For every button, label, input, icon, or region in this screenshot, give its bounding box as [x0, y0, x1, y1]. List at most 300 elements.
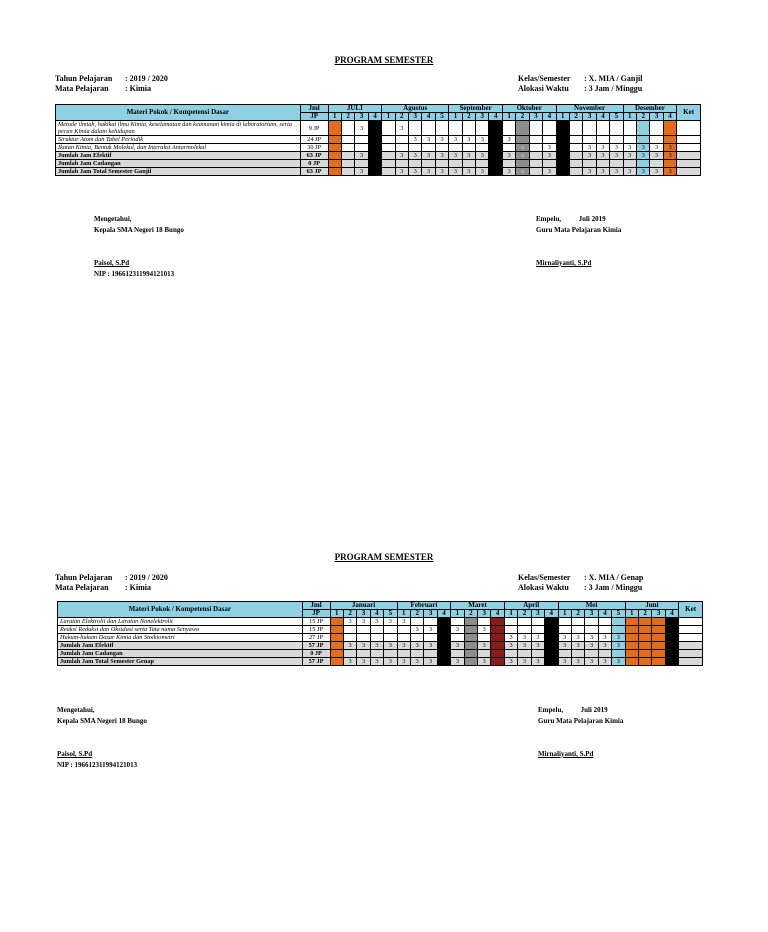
week-cell: 3 — [543, 152, 556, 160]
sum-label: Jumlah Jam Total Semester Ganjil — [56, 168, 301, 176]
week-cell — [625, 642, 638, 650]
materi-header: Materi Pokok / Kompetensi Dasar — [58, 602, 303, 618]
week-cell: 3 — [596, 168, 609, 176]
week-cell — [328, 144, 341, 152]
week-cell: 3 — [516, 168, 529, 176]
week-cell: 3 — [462, 168, 475, 176]
week-cell: 3 — [518, 634, 531, 642]
week-cell — [449, 160, 462, 168]
week-cell: 3 — [355, 121, 368, 136]
week-cell — [529, 160, 542, 168]
week-cell — [343, 634, 356, 642]
week-number: 2 — [341, 113, 354, 121]
week-cell — [531, 650, 544, 658]
week-cell: 3 — [571, 634, 584, 642]
week-cell — [569, 168, 582, 176]
week-cell: 3 — [424, 658, 437, 666]
week-cell — [663, 136, 676, 144]
week-cell — [623, 121, 636, 136]
sum-label: Jumlah Jam Cadangan — [58, 650, 303, 658]
week-cell — [518, 626, 531, 634]
week-cell — [598, 618, 611, 626]
week-cell — [585, 626, 598, 634]
week-cell — [502, 144, 515, 152]
tahun-value: : 2019 / 2020 — [125, 74, 168, 83]
week-cell — [437, 618, 450, 626]
week-cell — [435, 144, 448, 152]
week-cell — [437, 634, 450, 642]
week-number: 2 — [395, 113, 408, 121]
week-cell — [464, 618, 477, 626]
week-cell — [328, 160, 341, 168]
jp-header: JP — [300, 113, 328, 121]
week-number: 2 — [571, 610, 584, 618]
week-cell: 3 — [384, 618, 397, 626]
week-cell — [368, 160, 381, 168]
week-cell: 3 — [462, 152, 475, 160]
week-cell: 3 — [424, 642, 437, 650]
sign-left-line2: Kepala SMA Negeri 18 Bungo — [94, 226, 184, 234]
month-header: April — [504, 602, 558, 610]
week-cell: 3 — [408, 136, 421, 144]
headmaster-nip: NIP : 196612311994121013 — [94, 270, 175, 278]
sum-jp: 63 JP — [300, 168, 328, 176]
week-cell: 3 — [435, 152, 448, 160]
week-cell — [558, 650, 571, 658]
week-cell — [384, 634, 397, 642]
week-cell — [529, 144, 542, 152]
week-cell — [408, 121, 421, 136]
week-cell — [449, 121, 462, 136]
week-cell: 3 — [585, 642, 598, 650]
week-cell: 3 — [395, 168, 408, 176]
week-cell — [397, 626, 410, 634]
week-cell: 3 — [437, 658, 450, 666]
week-cell: 3 — [437, 642, 450, 650]
week-cell — [410, 618, 423, 626]
week-cell — [638, 634, 651, 642]
week-number: 3 — [357, 610, 370, 618]
teacher-name: Mirnaliyanti, S.Pd — [536, 259, 592, 267]
jp-cell: 27 JP — [302, 634, 330, 642]
week-cell — [529, 136, 542, 144]
week-cell: 3 — [422, 152, 435, 160]
week-cell — [504, 626, 517, 634]
week-cell: 3 — [343, 658, 356, 666]
week-cell: 3 — [545, 634, 558, 642]
week-cell — [610, 136, 623, 144]
ket-cell — [677, 152, 701, 160]
week-cell: 3 — [556, 144, 569, 152]
sign-left-line2-2: Kepala SMA Negeri 18 Bungo — [57, 717, 147, 725]
week-cell: 3 — [583, 152, 596, 160]
headmaster-name-2: Paisol, S.Pd — [57, 750, 93, 758]
week-cell — [502, 160, 515, 168]
week-cell: 3 — [370, 658, 383, 666]
sign-left-line1: Mengetahui, — [94, 215, 132, 223]
week-cell: 3 — [489, 152, 502, 160]
week-cell: 3 — [437, 626, 450, 634]
week-cell: 3 — [545, 658, 558, 666]
ket-cell — [677, 168, 701, 176]
week-cell — [341, 121, 354, 136]
week-cell — [355, 144, 368, 152]
week-cell — [531, 618, 544, 626]
week-cell: 3 — [545, 642, 558, 650]
week-cell — [638, 650, 651, 658]
week-cell: 3 — [476, 168, 489, 176]
week-cell — [625, 626, 638, 634]
week-number: 4 — [437, 610, 450, 618]
week-number: 1 — [397, 610, 410, 618]
month-header: Desember — [623, 105, 677, 113]
alokasi-label: Alokasi Waktu — [518, 84, 569, 93]
week-cell: 3 — [384, 642, 397, 650]
week-cell — [623, 136, 636, 144]
sign-left — [94, 214, 184, 280]
week-cell: 3 — [504, 634, 517, 642]
week-cell: 3 — [612, 634, 625, 642]
week-cell — [650, 121, 663, 136]
week-cell: 3 — [502, 136, 515, 144]
week-cell: 3 — [357, 658, 370, 666]
sign-right-2 — [538, 705, 623, 760]
week-cell — [504, 618, 517, 626]
week-number: 1 — [558, 610, 571, 618]
sum-row — [58, 658, 703, 666]
semester-table-ganjil — [55, 104, 701, 176]
week-cell — [571, 618, 584, 626]
sum-label: Jumlah Jam Cadangan — [56, 160, 301, 168]
week-cell — [652, 634, 665, 642]
week-cell: 3 — [449, 152, 462, 160]
week-cell — [665, 634, 678, 642]
week-cell: 3 — [556, 168, 569, 176]
week-number: 4 — [545, 610, 558, 618]
week-cell — [464, 634, 477, 642]
sum-row — [56, 160, 701, 168]
week-cell: 3 — [410, 626, 423, 634]
week-number: 1 — [556, 113, 569, 121]
week-cell: 3 — [368, 168, 381, 176]
table-row — [58, 626, 703, 634]
ket-cell — [677, 144, 701, 152]
jml-header: Jml — [302, 602, 330, 610]
week-cell — [502, 121, 515, 136]
week-cell — [529, 121, 542, 136]
week-cell — [545, 618, 558, 626]
alokasi-value-2: : 3 Jam / Minggu — [584, 583, 643, 592]
week-cell — [424, 634, 437, 642]
week-cell — [476, 160, 489, 168]
week-cell: 3 — [596, 144, 609, 152]
week-cell — [637, 121, 650, 136]
week-cell: 3 — [449, 168, 462, 176]
alokasi-value: : 3 Jam / Minggu — [584, 84, 643, 93]
week-cell: 3 — [435, 168, 448, 176]
tahun-label-2: Tahun Pelajaran — [55, 573, 113, 582]
week-cell — [665, 626, 678, 634]
week-number: 3 — [478, 610, 491, 618]
week-cell — [612, 626, 625, 634]
month-header: Maret — [451, 602, 505, 610]
week-cell: 3 — [384, 658, 397, 666]
meta-right-2 — [518, 573, 643, 593]
week-cell — [408, 160, 421, 168]
week-cell: 3 — [408, 168, 421, 176]
week-cell: 3 — [650, 144, 663, 152]
week-cell — [382, 160, 395, 168]
sum-row — [58, 642, 703, 650]
week-cell — [625, 658, 638, 666]
week-cell — [357, 650, 370, 658]
week-cell — [665, 618, 678, 626]
sum-row — [56, 152, 701, 160]
week-cell: 3 — [663, 152, 676, 160]
week-cell — [491, 626, 504, 634]
week-cell — [330, 642, 343, 650]
week-cell — [424, 650, 437, 658]
week-number: 2 — [638, 610, 651, 618]
week-cell — [328, 168, 341, 176]
week-cell — [518, 650, 531, 658]
week-number: 2 — [637, 113, 650, 121]
month-header: Januari — [330, 602, 397, 610]
week-cell: 3 — [598, 658, 611, 666]
week-cell — [395, 144, 408, 152]
week-cell: 3 — [343, 642, 356, 650]
week-cell — [422, 121, 435, 136]
alokasi-label-2: Alokasi Waktu — [518, 583, 569, 592]
week-cell — [330, 650, 343, 658]
week-cell — [462, 160, 475, 168]
week-cell: 3 — [531, 642, 544, 650]
week-cell: 3 — [489, 136, 502, 144]
headmaster-name: Paisol, S.Pd — [94, 259, 130, 267]
week-number: 3 — [476, 113, 489, 121]
week-cell — [330, 618, 343, 626]
week-cell: 3 — [558, 658, 571, 666]
week-cell: 3 — [663, 168, 676, 176]
week-cell — [625, 618, 638, 626]
week-cell — [516, 136, 529, 144]
week-number: 5 — [435, 113, 448, 121]
jp-cell: 30 JP — [300, 144, 328, 152]
page-title: PROGRAM SEMESTER — [334, 55, 434, 65]
ket-header: Ket — [677, 105, 701, 121]
jp-cell: 15 JP — [302, 618, 330, 626]
week-cell: 3 — [395, 152, 408, 160]
week-cell — [569, 144, 582, 152]
week-cell — [556, 160, 569, 168]
week-cell — [382, 144, 395, 152]
week-cell — [543, 160, 556, 168]
week-cell — [491, 642, 504, 650]
week-cell: 3 — [451, 642, 464, 650]
week-cell — [489, 144, 502, 152]
week-cell — [435, 160, 448, 168]
week-cell: 3 — [543, 144, 556, 152]
week-cell — [368, 144, 381, 152]
week-cell — [357, 626, 370, 634]
week-cell: 3 — [516, 144, 529, 152]
week-cell — [596, 136, 609, 144]
month-header: Agustus — [382, 105, 449, 113]
week-cell — [341, 160, 354, 168]
week-cell: 3 — [368, 152, 381, 160]
week-cell — [382, 168, 395, 176]
week-cell — [330, 626, 343, 634]
week-cell — [638, 642, 651, 650]
sum-row — [56, 168, 701, 176]
mapel-label: Mata Pelajaran — [55, 84, 109, 93]
week-cell: 3 — [355, 152, 368, 160]
week-cell — [583, 160, 596, 168]
week-number: 3 — [585, 610, 598, 618]
week-cell: 3 — [598, 634, 611, 642]
sum-jp: 0 JP — [302, 650, 330, 658]
table-row — [56, 136, 701, 144]
week-cell — [489, 160, 502, 168]
week-cell — [652, 658, 665, 666]
week-cell: 3 — [397, 642, 410, 650]
week-cell — [625, 650, 638, 658]
week-cell: 3 — [583, 168, 596, 176]
week-cell: 3 — [355, 168, 368, 176]
week-cell — [449, 144, 462, 152]
week-cell: 3 — [451, 658, 464, 666]
week-number: 1 — [382, 113, 395, 121]
week-cell — [571, 650, 584, 658]
week-cell: 3 — [558, 634, 571, 642]
week-cell — [531, 626, 544, 634]
week-cell: 3 — [424, 626, 437, 634]
week-cell — [529, 152, 542, 160]
month-header: JULI — [328, 105, 382, 113]
week-cell — [368, 136, 381, 144]
week-cell — [529, 168, 542, 176]
week-cell — [612, 650, 625, 658]
week-cell — [652, 626, 665, 634]
week-number: 5 — [612, 610, 625, 618]
week-cell — [545, 626, 558, 634]
week-cell — [397, 650, 410, 658]
week-cell — [370, 634, 383, 642]
week-cell: 3 — [637, 168, 650, 176]
ket-cell — [679, 658, 703, 666]
week-cell — [370, 650, 383, 658]
week-cell — [583, 121, 596, 136]
week-cell — [330, 658, 343, 666]
sign-right — [536, 214, 621, 269]
week-number: 4 — [663, 113, 676, 121]
week-cell — [543, 121, 556, 136]
week-cell — [370, 626, 383, 634]
week-cell — [464, 650, 477, 658]
week-number: 5 — [384, 610, 397, 618]
week-cell — [598, 626, 611, 634]
week-cell: 3 — [357, 618, 370, 626]
sign-right-line2-2: Guru Mata Pelajaran Kimia — [538, 717, 624, 725]
week-cell: 3 — [478, 642, 491, 650]
week-cell: 3 — [585, 658, 598, 666]
week-cell: 3 — [610, 144, 623, 152]
week-cell — [462, 144, 475, 152]
week-cell — [516, 160, 529, 168]
week-cell — [558, 618, 571, 626]
week-cell — [637, 136, 650, 144]
week-cell: 3 — [478, 626, 491, 634]
week-cell — [382, 121, 395, 136]
mapel-label-2: Mata Pelajaran — [55, 583, 109, 592]
week-cell — [410, 650, 423, 658]
week-cell — [491, 618, 504, 626]
jp-header: JP — [302, 610, 330, 618]
table-row — [58, 634, 703, 642]
ket-cell — [677, 160, 701, 168]
month-header: September — [449, 105, 503, 113]
ket-cell — [679, 642, 703, 650]
week-cell — [569, 121, 582, 136]
sign-right-line1: Empelu, Juli 2019 — [536, 215, 606, 223]
sign-right-line1-2: Empelu, Juli 2019 — [538, 706, 608, 714]
jp-cell: 15 JP — [302, 626, 330, 634]
week-cell: 3 — [476, 136, 489, 144]
week-cell — [623, 160, 636, 168]
sum-label: Jumlah Jam Efektif — [56, 152, 301, 160]
sum-row — [58, 650, 703, 658]
week-cell — [637, 160, 650, 168]
sign-left-line1-2: Mengetahui, — [57, 706, 95, 714]
week-cell — [437, 650, 450, 658]
week-cell — [610, 121, 623, 136]
month-header: Februari — [397, 602, 451, 610]
week-cell — [610, 160, 623, 168]
month-header: Juni — [625, 602, 679, 610]
ket-header: Ket — [679, 602, 703, 618]
materi-cell: Ikatan Kimia, Bentuk Molekul, dan Interaksi Antarmolekul — [56, 144, 301, 152]
week-cell — [341, 168, 354, 176]
sign-left-2 — [57, 705, 147, 771]
week-cell — [478, 650, 491, 658]
week-number: 2 — [464, 610, 477, 618]
week-cell — [585, 650, 598, 658]
week-cell — [328, 152, 341, 160]
week-cell — [556, 136, 569, 144]
week-number: 1 — [504, 610, 517, 618]
week-cell — [424, 618, 437, 626]
week-number: 1 — [502, 113, 515, 121]
week-cell — [451, 618, 464, 626]
week-cell: 3 — [397, 658, 410, 666]
week-cell: 3 — [449, 136, 462, 144]
page-title-2: PROGRAM SEMESTER — [334, 552, 434, 562]
week-cell — [504, 650, 517, 658]
materi-cell: Reaksi Reduksi dan Oksidasi serta Tata nama Senyawa — [58, 626, 303, 634]
week-number: 4 — [370, 610, 383, 618]
week-cell: 3 — [502, 152, 515, 160]
jp-cell: 9 JP — [300, 121, 328, 136]
week-cell — [665, 642, 678, 650]
week-cell: 3 — [623, 144, 636, 152]
week-number: 3 — [583, 113, 596, 121]
week-number: 4 — [665, 610, 678, 618]
week-cell — [382, 136, 395, 144]
week-cell: 3 — [596, 152, 609, 160]
week-cell: 3 — [422, 136, 435, 144]
month-header: Mei — [558, 602, 625, 610]
week-number: 1 — [330, 610, 343, 618]
